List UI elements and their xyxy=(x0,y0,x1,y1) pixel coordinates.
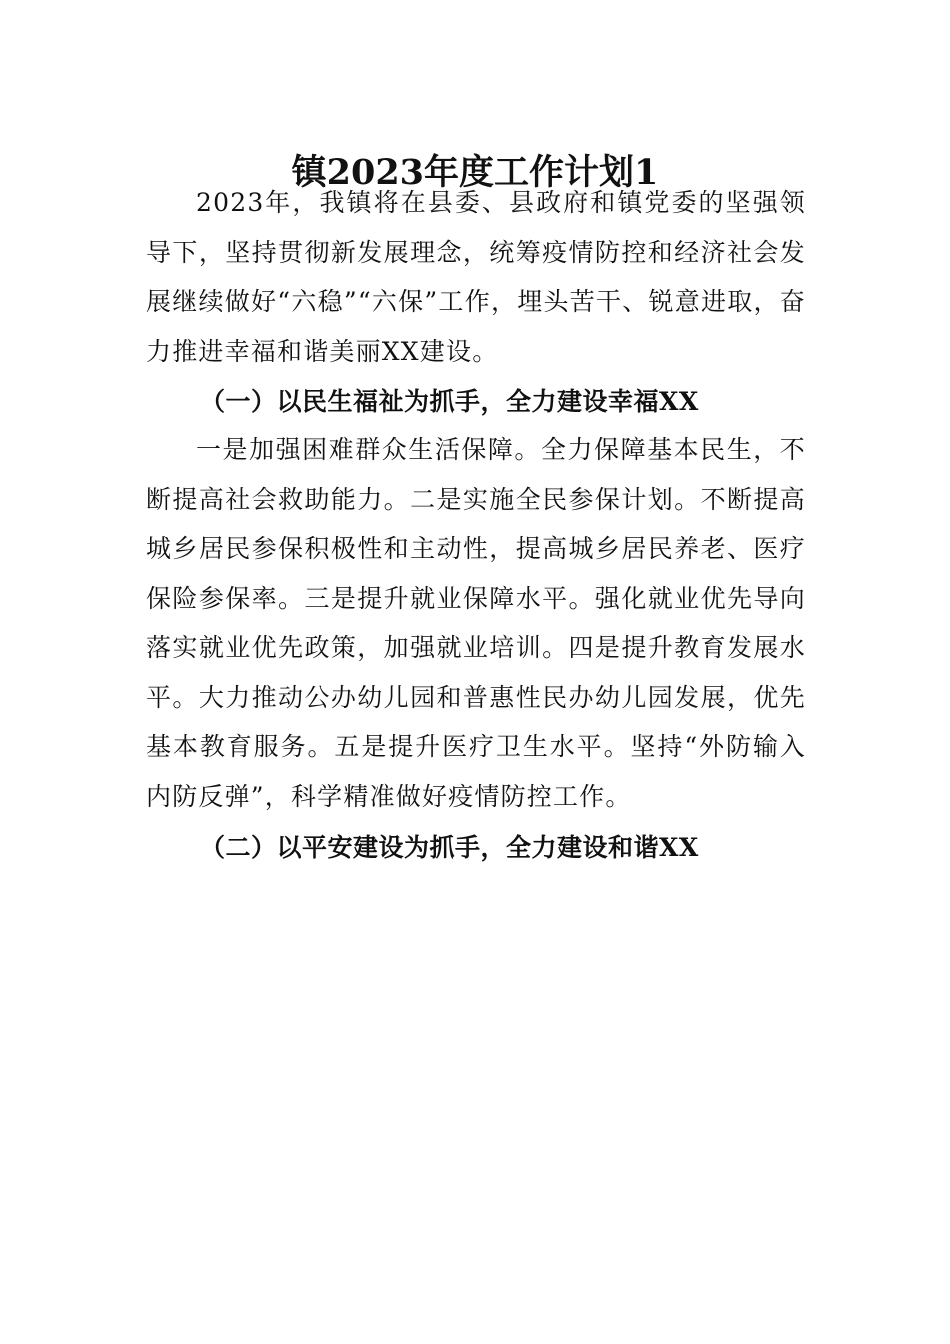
section-heading-1: （一）以民生福祉为抓手，全力建设幸福XX xyxy=(200,387,699,416)
section-1-paragraph: 一是加强困难群众生活保障。全力保障基本民生，不断提高社会救助能力。二是实施全民参保计划。不断提高城乡居民参保积极性和主动性，提高城乡居民养老、医疗保险参保率。三是提升就业保障水平。强化就业优先导向落实就业优先政策，加强就业培训。四是提升教育发展水平。大力推动公办幼儿园和普惠性民办幼儿园发展，优先基本教育服务。五是提升医疗卫生水平。坚持“外防输入内防反弹”，科学精准做好疫情防控工作。 xyxy=(146,435,806,811)
intro-paragraph: 2023年，我镇将在县委、县政府和镇党委的坚强领导下，坚持贯彻新发展理念，统筹疫情防控和经济社会发展继续做好“六稳”“六保”工作，埋头苦干、锐意进取，奋力推进幸福和谐美丽XX建设。 xyxy=(146,188,806,366)
section-heading-2: （二）以平安建设为抓手，全力建设和谐XX xyxy=(200,833,699,862)
document-title: 镇2023年度工作计划1 xyxy=(291,152,659,194)
